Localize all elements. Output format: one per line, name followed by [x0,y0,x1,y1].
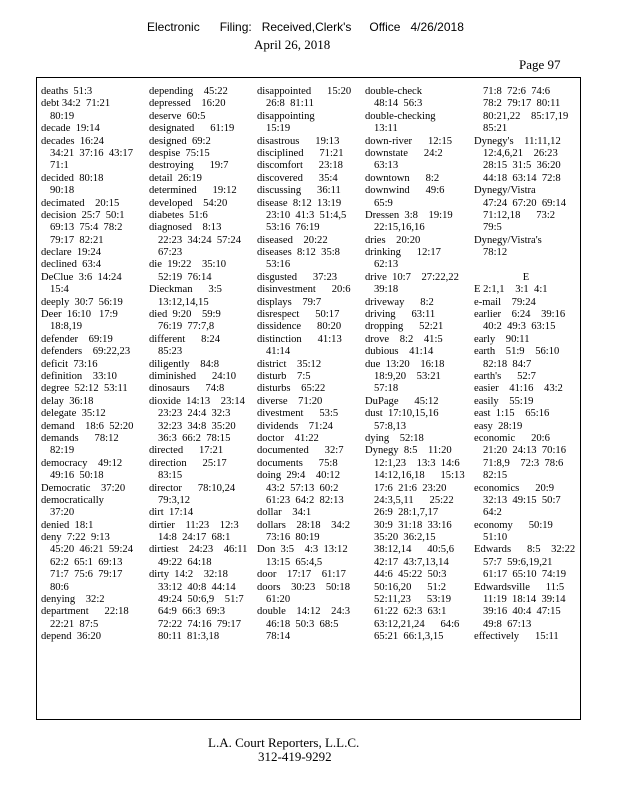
index-entry: displays 79:7 [257,296,322,308]
index-continuation: 13:12,14,15 [158,296,209,308]
index-entry: direction 25:17 [149,457,227,469]
index-continuation: 13:11 [374,123,398,135]
index-entry: decade 19:14 [41,123,100,135]
index-entry: dirt 17:14 [149,507,194,519]
index-continuation: 24:3,5,11 25:22 [374,494,454,506]
index-continuation: 53:16 [266,259,291,271]
index-entry: doctor 41:22 [257,432,319,444]
index-entry: dollars 28:18 34:2 [257,519,350,531]
index-entry: demands 78:12 [41,432,119,444]
index-continuation: 23:10 41:3 51:4,5 [266,209,347,221]
index-continuation: 50:16,20 51:2 [374,581,447,593]
index-continuation: 85:23 [158,346,183,358]
index-entry: directed 17:21 [149,445,224,457]
index-column-1 [41,86,143,644]
index-continuation: 32:23 34:8 35:20 [158,420,236,432]
index-continuation: 37:20 [50,507,75,519]
footer-phone: 312-419-9292 [258,749,332,764]
index-entry: downtown 8:2 [365,172,440,184]
index-continuation: 49:16 50:18 [50,470,104,482]
index-entry: democracy 49:12 [41,457,123,469]
index-continuation: 65:21 66:1,3,15 [374,631,444,643]
index-continuation: 52:11,23 53:19 [374,594,452,606]
index-entry: dissidence 80:20 [257,321,342,333]
index-continuation: 26:8 81:11 [266,98,314,110]
index-continuation: 72:22 74:16 79:17 [158,618,241,630]
index-entry: Edwards 8:5 32:22 [474,544,576,556]
index-continuation: 22:23 34:24 57:24 [158,234,241,246]
index-entry: died 9:20 59:9 [149,309,221,321]
index-entry: door 17:17 61:17 [257,569,346,581]
index-entry: downstate 24:2 [365,147,443,159]
index-continuation: 80:6 [50,581,69,593]
index-continuation: 15:19 [266,123,291,135]
index-entry: denying 32:2 [41,594,105,606]
index-continuation: 57:7 59:6,19,21 [483,556,553,568]
index-column-5 [474,86,578,644]
index-continuation: 71:8 72:6 74:6 [483,86,551,97]
index-entry: depressed 16:20 [149,98,226,110]
footer-company: L.A. Court Reporters, L.L.C. [208,735,360,750]
index-entry: doors 30:23 50:18 [257,581,350,593]
index-continuation: 53:16 76:19 [266,222,320,234]
index-entry: dirtier 11:23 12:3 [149,519,239,531]
index-continuation: 63:13 [374,160,399,172]
index-continuation: 42:17 43:7,13,14 [374,556,449,568]
index-continuation: 21:20 24:13 70:16 [483,445,566,457]
index-continuation: 90:18 [50,185,75,197]
index-entry: dinosaurs 74:8 [149,383,225,395]
index-entry [474,259,578,271]
index-entry: disturb 7:5 [257,370,311,382]
index-entry: double 14:12 24:3 [257,606,350,618]
index-entry: drinking 12:17 [365,247,441,259]
index-entry: easy 28:19 [474,420,523,432]
index-entry: definition 33:10 [41,370,117,382]
header-electronic: Electronic [147,20,200,34]
index-entry: dries 20:20 [365,234,421,246]
index-continuation: 36:3 66:2 78:15 [158,432,231,444]
index-continuation: 45:20 46:21 59:24 [50,544,133,556]
index-entry: earlier 6:24 39:16 [474,309,566,321]
index-continuation: 48:14 56:3 [374,98,423,110]
index-entry: earth 51:9 56:10 [474,346,560,358]
index-continuation: 71:12,18 73:2 [483,209,556,221]
index-continuation: 23:23 24:4 32:3 [158,408,231,420]
index-continuation: 73:16 80:19 [266,532,320,544]
index-continuation: 38:12,14 40:5,6 [374,544,455,556]
index-entry: dirty 14:2 32:18 [149,569,228,581]
index-continuation: 15:4 [50,284,69,296]
index-entry: early 90:11 [474,333,530,345]
index-continuation: 79:3,12 [158,494,191,506]
index-continuation: 82:15 [483,470,508,482]
index-entry: Deer 16:10 17:9 [41,309,118,321]
index-entry: deny 7:22 9:13 [41,532,110,544]
index-entry: department 22:18 [41,606,129,618]
header-office: Office [369,20,401,34]
index-column-3 [257,86,365,644]
index-entry: demand 18:6 52:20 [41,420,134,432]
index-entry: diseases 8:12 35:8 [257,247,340,259]
index-entry: deaths 51:3 [41,86,93,97]
index-entry: declare 19:24 [41,247,102,259]
index-continuation: 64:9 66:3 69:3 [158,606,226,618]
index-entry: decided 80:18 [41,172,104,184]
index-entry: decimated 20:15 [41,197,120,209]
index-continuation: 52:19 76:14 [158,271,212,283]
index-continuation: 22:15,16,16 [374,222,425,234]
index-continuation: 43:2 57:13 60:2 [266,482,339,494]
index-entry: dioxide 14:13 23:14 [149,395,245,407]
header-date: April 26, 2018 [254,37,331,52]
index-entry: decades 16:24 [41,135,104,147]
index-entry: Edwardsville 11:5 [474,581,565,593]
index-entry: despise 75:15 [149,147,210,159]
index-entry: deficit 73:16 [41,358,98,370]
index-continuation: 40:2 49:3 63:15 [483,321,556,333]
index-entry: designed 69:2 [149,135,211,147]
page-number: Page 97 [519,57,561,72]
index-continuation: 39:16 40:4 47:15 [483,606,561,618]
index-entry: depend 36:20 [41,631,102,643]
index-entry: disappointed 15:20 [257,86,352,97]
index-entry: double-check [365,86,423,97]
index-continuation: 34:21 37:16 43:17 [50,147,133,159]
index-entry: district 35:12 [257,358,322,370]
index-continuation: 32:13 49:15 50:7 [483,494,561,506]
index-entry: easier 41:16 43:2 [474,383,563,395]
index-entry: economics 20:9 [474,482,555,494]
index-continuation: 33:12 40:8 44:14 [158,581,236,593]
index-entry: debt 34:2 71:21 [41,98,111,110]
index-entry: designated 61:19 [149,123,235,135]
index-continuation: 85:21 [483,123,508,135]
index-continuation: 63:12,21,24 64:6 [374,618,460,630]
index-continuation: 47:24 67:20 69:14 [483,197,566,209]
index-entry: denied 18:1 [41,519,94,531]
index-entry: depending 45:22 [149,86,228,97]
electronic-filing-header [147,20,464,34]
index-continuation: 67:23 [158,247,183,259]
index-entry: decision 25:7 50:1 [41,209,125,221]
index-entry: Dynegy 8:5 11:20 [365,445,452,457]
index-entry: diverse 71:20 [257,395,323,407]
index-entry: E 2:1,1 3:1 4:1 [474,284,548,296]
index-continuation: 65:9 [374,197,393,209]
index-continuation: 71:8,9 72:3 78:6 [483,457,564,469]
index-continuation: 80:11 81:3,18 [158,631,220,643]
index-continuation: 18:9,20 53:21 [374,370,441,382]
index-continuation: 46:18 50:3 68:5 [266,618,339,630]
index-entry: disturbs 65:22 [257,383,326,395]
index-entry: deeply 30:7 56:19 [41,296,123,308]
index-entry: deserve 60:5 [149,110,206,122]
index-entry: earth's 52:7 [474,370,536,382]
index-entry: Dressen 3:8 19:19 [365,209,453,221]
index-continuation: 78:12 [483,247,508,259]
index-entry: disgusted 37:23 [257,271,338,283]
index-entry: delay 36:18 [41,395,94,407]
index-entry: Dynegy's 11:11,12 [474,135,561,147]
index-continuation: 61:22 62:3 63:1 [374,606,447,618]
index-entry: disinvestment 20:6 [257,284,351,296]
index-entry: distinction 41:13 [257,333,342,345]
index-continuation: 83:15 [158,470,183,482]
index-continuation: 64:2 [483,507,502,519]
index-continuation: 35:20 36:2,15 [374,532,436,544]
index-continuation: 79:17 82:21 [50,234,104,246]
index-continuation: 44:18 63:14 72:8 [483,172,561,184]
index-continuation: 78:2 79:17 80:11 [483,98,561,110]
index-entry: disciplined 71:21 [257,147,344,159]
index-continuation: 82:18 84:7 [483,358,532,370]
index-entry: divestment 53:5 [257,408,339,420]
index-entry: disrespect 50:17 [257,309,340,321]
index-entry: defenders 69:22,23 [41,346,131,358]
index-continuation: 17:6 21:6 23:20 [374,482,447,494]
index-entry: detail 26:19 [149,172,202,184]
index-entry: downwind 49:6 [365,185,445,197]
index-entry: economic 20:6 [474,432,550,444]
index-continuation: 82:19 [50,445,75,457]
index-entry: die 19:22 35:10 [149,259,227,271]
index-entry: diagnosed 8:13 [149,222,222,234]
index-entry: diminished 24:10 [149,370,237,382]
index-column-2 [149,86,257,644]
index-entry: disappointing [257,110,315,122]
index-continuation: 80:19 [50,110,75,122]
index-continuation: 13:15 65:4,5 [266,556,323,568]
index-entry: e-mail 79:24 [474,296,536,308]
index-continuation: 44:6 45:22 50:3 [374,569,447,581]
index-entry: Dynegy/Vistra [474,185,536,197]
index-continuation: 11:19 18:14 39:14 [483,594,566,606]
index-continuation: 49:22 64:18 [158,556,212,568]
index-entry: different 8:24 [149,333,221,345]
index-entry: documents 75:8 [257,457,338,469]
index-entry: drove 8:2 41:5 [365,333,443,345]
index-entry: discovered 35:4 [257,172,338,184]
index-column-4 [365,86,471,644]
index-entry: dropping 52:21 [365,321,444,333]
index-continuation: 22:21 87:5 [50,618,99,630]
index-continuation: 57:8,13 [374,420,407,432]
index-entry: DuPage 45:12 [365,395,439,407]
index-entry: diabetes 51:6 [149,209,208,221]
index-entry: dust 17:10,15,16 [365,408,439,420]
header-received: Received,Clerk's [261,20,352,34]
index-entry: disastrous 19:13 [257,135,340,147]
index-entry: Dynegy/Vistra's [474,234,542,246]
index-continuation: 62:2 65:1 69:13 [50,556,123,568]
index-entry: due 13:20 16:18 [365,358,445,370]
index-entry: easily 55:19 [474,395,534,407]
index-entry: drive 10:7 27:22,22 [365,271,459,283]
index-continuation: 62:13 [374,259,399,271]
index-continuation: 18:8,19 [50,321,83,333]
index-entry: Democratic 37:20 [41,482,126,494]
index-entry: DeClue 3:6 14:24 [41,271,122,283]
index-continuation: 57:18 [374,383,399,395]
index-continuation: 28:15 31:5 36:20 [483,160,561,172]
index-entry: democratically [41,494,104,506]
index-entry: down-river 12:15 [365,135,453,147]
index-continuation: 61:17 65:10 74:19 [483,569,566,581]
index-entry: diseased 20:22 [257,234,328,246]
index-continuation: 61:23 64:2 82:13 [266,494,344,506]
index-entry: driving 63:11 [365,309,436,321]
index-entry: diligently 84:8 [149,358,220,370]
index-entry: documented 32:7 [257,445,344,457]
index-entry: delegate 35:12 [41,408,106,420]
index-continuation: 80:21,22 85:17,19 [483,110,569,122]
index-continuation: 26:9 28:1,7,17 [374,507,439,519]
index-entry: director 78:10,24 [149,482,236,494]
index-continuation: 14:8 24:17 68:1 [158,532,231,544]
index-entry: double-checking [365,110,436,122]
index-continuation: 78:14 [266,631,291,643]
index-entry: declined 63:4 [41,259,102,271]
section-letter: E [522,271,530,283]
index-entry: dividends 71:24 [257,420,333,432]
index-continuation: 51:10 [483,532,508,544]
index-entry: effectively 15:11 [474,631,559,643]
index-continuation: 61:20 [266,594,291,606]
index-entry: dubious 41:14 [365,346,434,358]
index-page-frame [36,77,581,720]
index-continuation: 14:12,16,18 15:13 [374,470,465,482]
index-continuation: 49:8 67:13 [483,618,532,630]
index-continuation: 71:1 [50,160,69,172]
header-date-top: 4/26/2018 [410,20,464,34]
index-continuation: 69:13 75:4 78:2 [50,222,123,234]
index-entry: discussing 36:11 [257,185,341,197]
index-entry: destroying 19:7 [149,160,229,172]
index-entry: Dieckman 3:5 [149,284,222,296]
index-entry: discomfort 23:18 [257,160,343,172]
index-continuation: 79:5 [483,222,502,234]
index-entry: driveway 8:2 [365,296,434,308]
index-entry: developed 54:20 [149,197,228,209]
index-continuation: 12:4,6,21 26:23 [483,147,558,159]
index-entry: economy 50:19 [474,519,553,531]
index-entry: disease 8:12 13:19 [257,197,342,209]
index-continuation: 71:7 75:6 79:17 [50,569,123,581]
header-filing: Filing: [219,20,252,34]
index-entry: dirtiest 24:23 46:11 [149,544,248,556]
index-entry: Don 3:5 4:3 13:12 [257,544,348,556]
index-entry: doing 29:4 40:12 [257,470,340,482]
index-continuation: 12:1,23 13:3 14:6 [374,457,460,469]
index-continuation: 41:14 [266,346,291,358]
index-continuation: 30:9 31:18 33:16 [374,519,452,531]
index-continuation: 39:18 [374,284,399,296]
index-continuation: 49:24 50:6,9 51:7 [158,594,244,606]
index-entry: defender 69:19 [41,333,113,345]
index-entry: determined 19:12 [149,185,237,197]
index-entry: dollar 34:1 [257,507,312,519]
index-continuation: 76:19 77:7,8 [158,321,215,333]
index-entry: east 1:15 65:16 [474,408,550,420]
index-entry: degree 52:12 53:11 [41,383,128,395]
index-entry: dying 52:18 [365,432,424,444]
